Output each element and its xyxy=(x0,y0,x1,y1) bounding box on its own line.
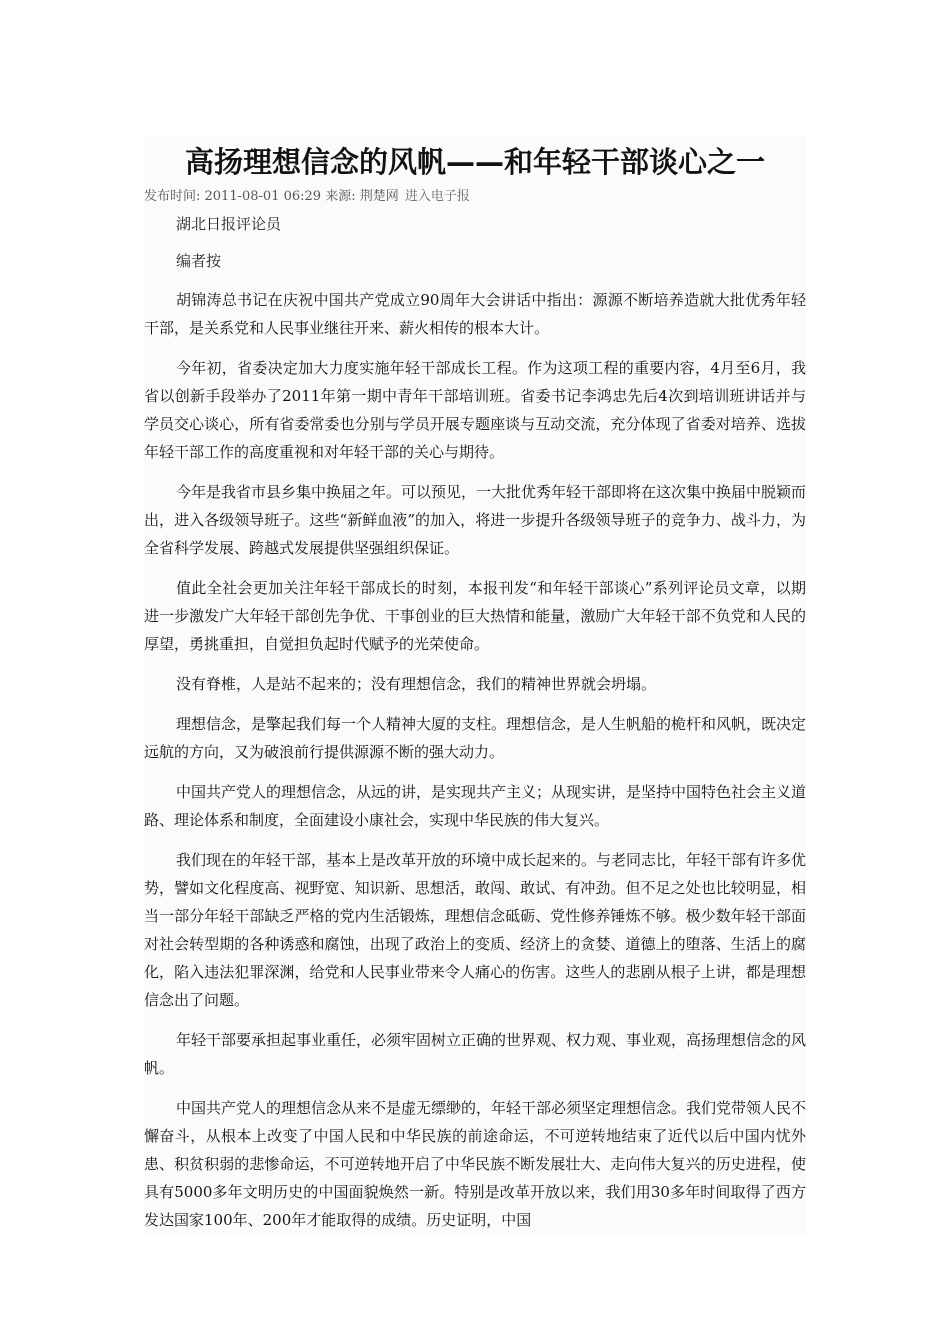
article-title: 高扬理想信念的风帆——和年轻干部谈心之一 xyxy=(184,145,765,179)
paragraph: 中国共产党人的理想信念从来不是虚无缥缈的，年轻干部必须坚定理想信念。我们党带领人民不懈奋斗，从根本上改变了中国人民和中华民族的前途命运，不可逆转地结束了近代以后中国内忧外患、积贫积弱的悲惨命运，不可逆转地开启了中华民族不断发展壮大、走向伟大复兴的历史进程，使具有5000多年文明历史的中国面貌焕然一新。特别是改革开放以来，我们用30多年时间取得了西方发达国家100年、200年才能取得的成绩。历史证明，中国 xyxy=(144,1099,807,1229)
author-byline: 湖北日报评论员 xyxy=(176,215,282,233)
paragraph: 胡锦涛总书记在庆祝中国共产党成立90周年大会讲话中指出：源源不断培养造就大批优秀年轻干部，是关系党和人民事业继往开来、薪火相传的根本大计。 xyxy=(144,291,806,337)
article-meta xyxy=(144,187,806,207)
editor-note-label: 编者按 xyxy=(176,252,222,270)
paragraph: 年轻干部要承担起事业重任，必须牢固树立正确的世界观、权力观、事业观，高扬理想信念的风帆。 xyxy=(144,1031,807,1077)
paragraph: 中国共产党人的理想信念，从远的讲，是实现共产主义；从现实讲，是坚持中国特色社会主义道路、理论体系和制度，全面建设小康社会，实现中华民族的伟大复兴。 xyxy=(144,783,807,829)
paragraph: 没有脊椎，人是站不起来的；没有理想信念，我们的精神世界就会坍塌。 xyxy=(176,675,657,693)
article-body xyxy=(144,136,806,1234)
paragraph: 今年初，省委决定加大力度实施年轻干部成长工程。作为这项工程的重要内容，4月至6月，我省以创新手段举办了2011年第一期中青年干部培训班。省委书记李鸿忠先后4次到培训班讲话并与学员交心谈心，所有省委常委也分别与学员开展专题座谈与互动交流，充分体现了省委对培养、选拔年轻干部工作的高度重视和对年轻干部的关心与期待。 xyxy=(144,359,806,461)
paragraph: 理想信念，是擎起我们每一个人精神大厦的支柱。理想信念，是人生帆船的桅杆和风帆，既决定远航的方向，又为破浪前行提供源源不断的强大动力。 xyxy=(144,715,807,761)
epaper-link[interactable]: 进入电子报 xyxy=(404,189,470,204)
paragraph: 我们现在的年轻干部，基本上是改革开放的环境中成长起来的。与老同志比，年轻干部有许多优势，譬如文化程度高、视野宽、知识新、思想活，敢闯、敢试、有冲劲。但不足之处也比较明显，相当一部分年轻干部缺乏严格的党内生活锻炼，理想信念砥砺、党性修养锤炼不够。极少数年轻干部面对社会转型期的各种诱惑和腐蚀，出现了政治上的变质、经济上的贪婪、道德上的堕落、生活上的腐化，陷入违法犯罪深渊，给党和人民事业带来令人痛心的伤害。这些人的悲剧从根子上讲，都是理想信念出了问题。 xyxy=(144,851,807,1009)
paragraph: 值此全社会更加关注年轻干部成长的时刻，本报刊发“和年轻干部谈心”系列评论员文章，以期进一步激发广大年轻干部创先争优、干事创业的巨大热情和能量，激励广大年轻干部不负党和人民的厚望，勇挑重担，自觉担负起时代赋予的光荣使命。 xyxy=(144,579,806,653)
source-label: 来源: 荆楚网 xyxy=(325,189,399,204)
paragraph: 今年是我省市县乡集中换届之年。可以预见，一大批优秀年轻干部即将在这次集中换届中脱颖而出，进入各级领导班子。这些“新鲜血液”的加入，将进一步提升各级领导班子的竞争力、战斗力，为全省科学发展、跨越式发展提供坚强组织保证。 xyxy=(144,483,807,557)
publish-time: 发布时间: 2011-08-01 06:29 xyxy=(144,189,322,204)
